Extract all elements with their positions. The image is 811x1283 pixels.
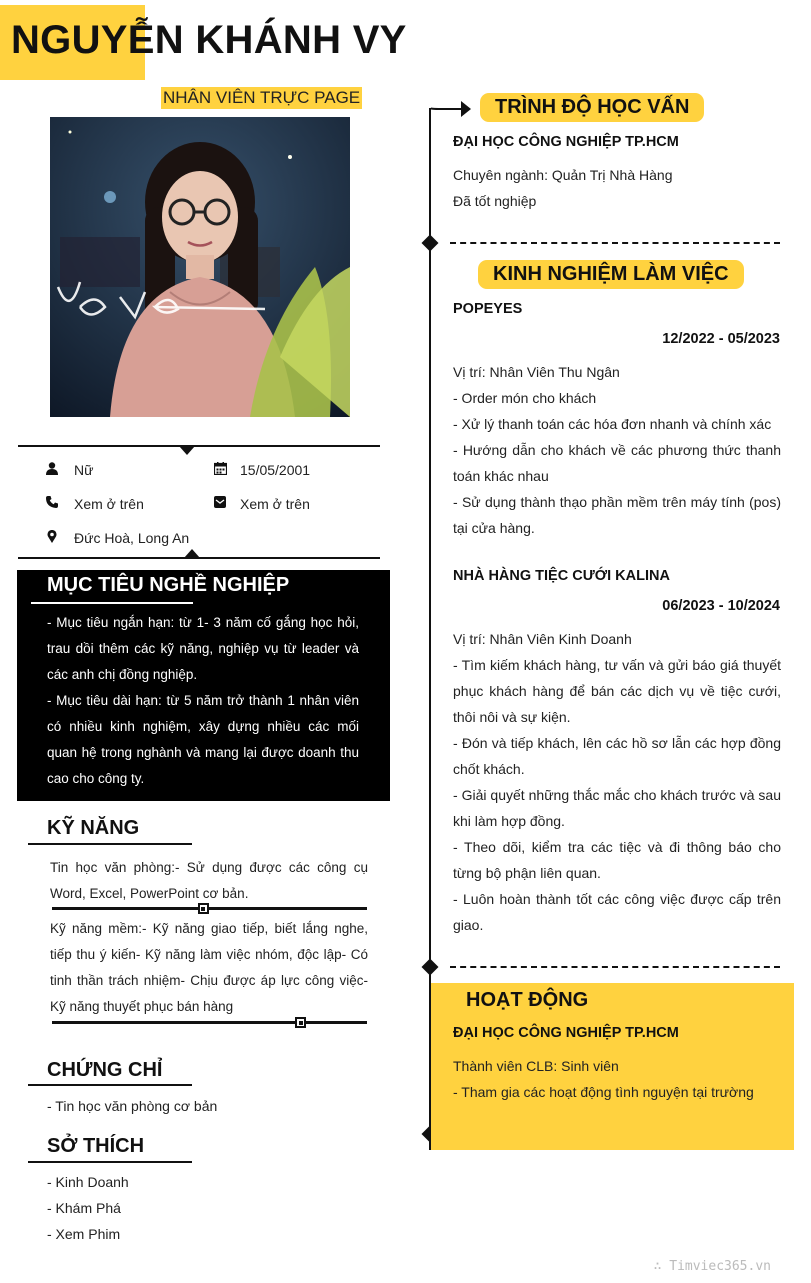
skill-office-text: Tin học văn phòng:- Sử dụng được các công cụ Word, Excel, PowerPoint cơ bản. [50, 860, 368, 901]
job-line: - Tìm kiếm khách hàng, tư vấn và gửi báo giá thuyết phục khách hàng để bán các dịch vụ về tiệc cưới, thôi nôi và sự kiện. [453, 657, 781, 725]
hobbies-title: SỞ THÍCH [47, 1135, 145, 1157]
job-line: - Hướng dẫn cho khách về các phương thức thanh toán khác nhau [453, 442, 781, 484]
section-divider [450, 242, 780, 244]
activities-title: HOẠT ĐỘNG [466, 989, 589, 1011]
hobby-item: - Xem Phim [47, 1226, 121, 1242]
job-line: - Luôn hoàn thành tốt các công việc được cấp trên giao. [453, 891, 781, 933]
experience-title: KINH NGHIỆM LÀM VIỆC [481, 263, 741, 286]
contact-top-divider [18, 445, 380, 447]
divider-arrow-down [179, 446, 195, 455]
hobby-item: - Kinh Doanh [47, 1174, 129, 1190]
address-value: Đức Hoà, Long An [74, 530, 190, 546]
skills-title: KỸ NĂNG [47, 817, 140, 839]
education-title: TRÌNH ĐỘ HỌC VẤN [483, 96, 701, 119]
timeline-arrow-icon [429, 96, 473, 120]
job-period: 06/2023 - 10/2024 [662, 598, 780, 614]
gender-value: Nữ [74, 462, 94, 478]
user-icon [45, 461, 59, 475]
job-line: Vị trí: Nhân Viên Kinh Doanh [453, 631, 632, 647]
job-details [453, 626, 781, 938]
job-line: - Xử lý thanh toán các hóa đơn nhanh và chính xác [453, 416, 772, 432]
skill-soft-bar [52, 1021, 367, 1024]
job-details [453, 359, 781, 541]
career-objective-body [47, 610, 359, 792]
skill-soft-text: Kỹ năng mềm:- Kỹ năng giao tiếp, biết lắng nghe, tiếp thu ý kiến- Kỹ năng làm việc nhóm, độc lập- Có tinh thần trách nhiệm- Chịu được áp lực công việc- Kỹ năng thuyết phục bán hàng [50, 921, 368, 1014]
skill-office-level-marker [198, 903, 209, 914]
education-major: Chuyên ngành: Quản Trị Nhà Hàng [453, 167, 673, 183]
phone-icon [45, 495, 59, 509]
activities-role: Thành viên CLB: Sinh viên [453, 1058, 619, 1074]
career-objective-section [17, 570, 390, 801]
certificate-item: - Tin học văn phòng cơ bản [47, 1098, 218, 1114]
envelope-icon [213, 495, 227, 509]
career-objective-underline [31, 602, 193, 604]
birthday-value: 15/05/2001 [240, 462, 311, 478]
watermark: ∴ Timviec365.vn [653, 1259, 771, 1274]
job-period: 12/2022 - 05/2023 [662, 331, 780, 347]
job-line: - Sử dụng thành thạo phần mềm trên máy tính (pos) tại cửa hàng. [453, 494, 781, 536]
job-line: - Theo dõi, kiểm tra các tiệc và đi thông báo cho từng bộ phận liên quan. [453, 839, 781, 881]
job-line: - Giải quyết những thắc mắc cho khách trước và sau khi làm hợp đồng. [453, 787, 781, 829]
job-line: Vị trí: Nhân Viên Thu Ngân [453, 364, 620, 380]
education-status: Đã tốt nghiệp [453, 193, 537, 209]
certificates-title: CHỨNG CHỈ [47, 1059, 163, 1081]
education-school: ĐẠI HỌC CÔNG NGHIỆP TP.HCM [453, 134, 679, 150]
skill-office-bar [52, 907, 367, 910]
activities-org: ĐẠI HỌC CÔNG NGHIỆP TP.HCM [453, 1025, 679, 1041]
short-term-goal: - Mục tiêu ngắn hạn: từ 1- 3 năm cố gắng học hỏi, trau dồi thêm các kỹ năng, nghiệp vụ từ leader và các anh chị đồng nghiệp. [47, 615, 359, 682]
profile-photo [50, 117, 350, 417]
map-pin-icon [45, 529, 59, 543]
activities-desc: - Tham gia các hoạt động tình nguyện tại trường [453, 1084, 754, 1100]
skills-underline [28, 843, 192, 845]
timeline-diamond [422, 235, 439, 252]
portrait-illustration [50, 117, 350, 417]
email-value: Xem ở trên [240, 496, 310, 512]
job-line: - Đón và tiếp khách, lên các hồ sơ lẫn các hợp đồng chốt khách. [453, 735, 781, 777]
contact-bottom-divider [18, 557, 380, 559]
timeline-diamond [422, 959, 439, 976]
job-company: NHÀ HÀNG TIỆC CƯỚI KALINA [453, 568, 670, 584]
skill-soft-level-marker [295, 1017, 306, 1028]
hobby-item: - Khám Phá [47, 1200, 121, 1216]
calendar-icon [213, 461, 227, 475]
candidate-name: NGUYỄN KHÁNH VY [11, 18, 407, 62]
long-term-goal: - Mục tiêu dài hạn: từ 5 năm trở thành 1 nhân viên có nhiều kinh nghiệm, xây dựng nhiều các mối quan hệ trong nghành và mang lại được doanh thu cao cho công ty. [47, 693, 359, 786]
hobbies-underline [28, 1161, 192, 1163]
certificates-underline [28, 1084, 192, 1086]
job-title: NHÂN VIÊN TRỰC PAGE [163, 88, 361, 107]
job-company: POPEYES [453, 301, 523, 317]
section-divider [450, 966, 780, 968]
job-line: - Order món cho khách [453, 390, 597, 406]
career-objective-title: MỤC TIÊU NGHỀ NGHIỆP [47, 574, 290, 596]
phone-value: Xem ở trên [74, 496, 144, 512]
